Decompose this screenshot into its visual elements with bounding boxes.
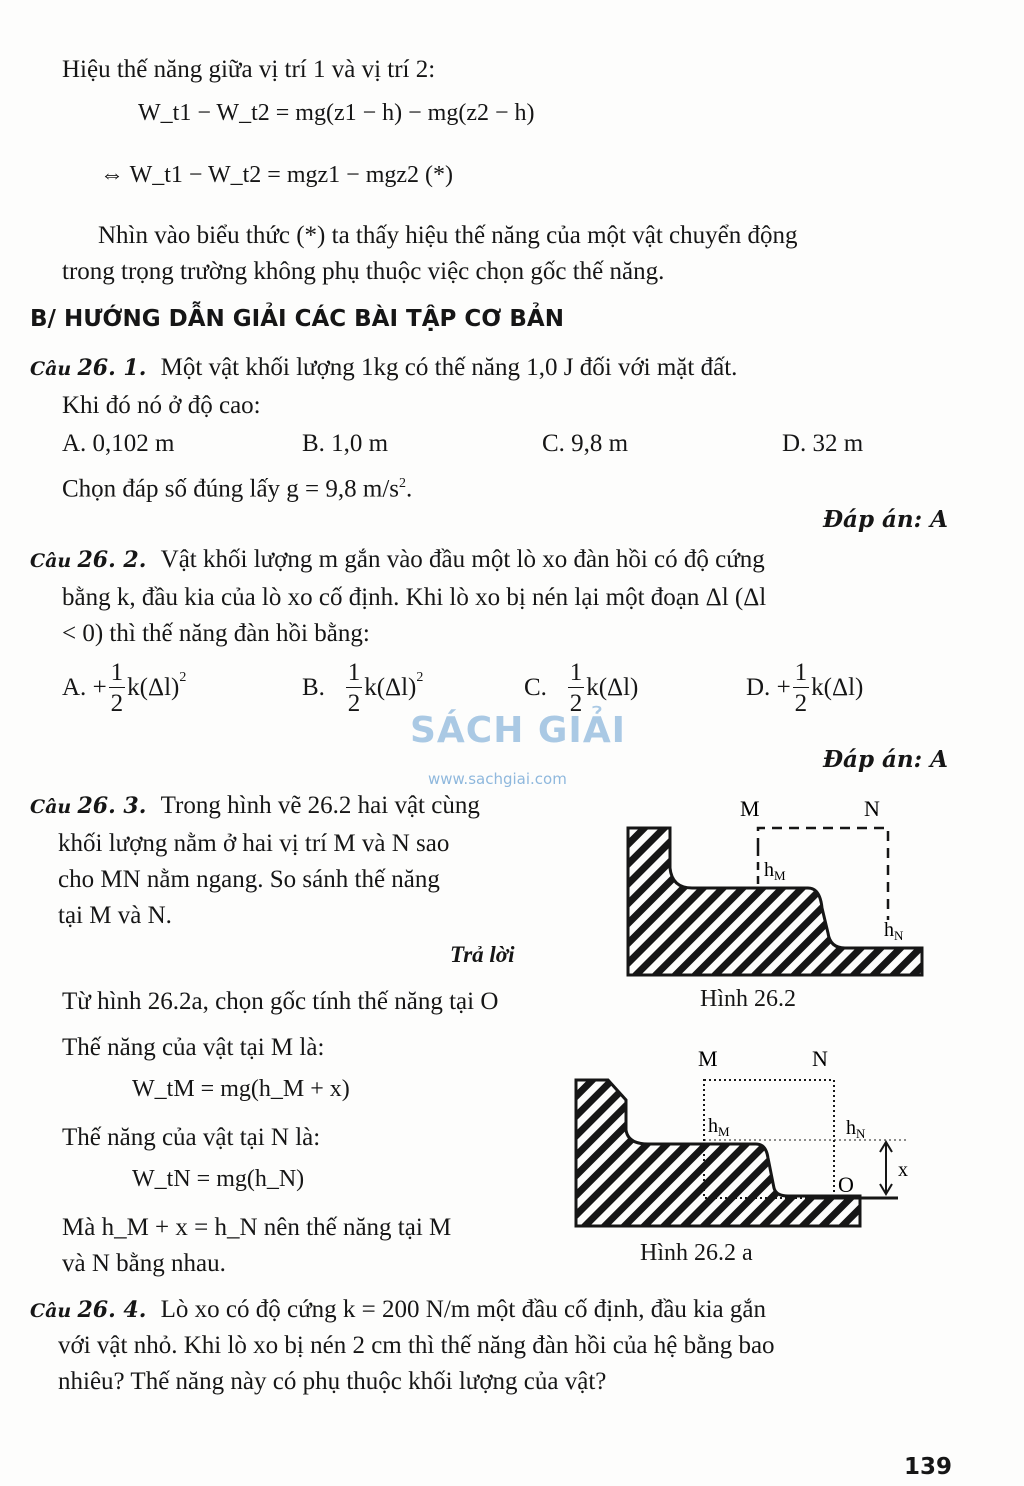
question-text: < 0) thì thế năng đàn hồi bằng: (62, 620, 370, 647)
label-x: x (898, 1159, 908, 1181)
question-text: Khi đó nó ở độ cao: (62, 392, 261, 419)
question-text: khối lượng nằm ở hai vị trí M và N sao (58, 830, 450, 857)
option-d: D. 32 m (782, 430, 864, 457)
option-c: C. $\frac{1}{2}$ k(Δl) (524, 659, 639, 717)
question-number: 26. 3. (77, 793, 147, 819)
question-text: Lò xo có độ cứng k = 200 N/m một đầu cố định, đầu kia gắn (160, 1296, 766, 1323)
equation-WtM: W_tM = mg(h_M + x) (132, 1076, 350, 1102)
caption-26-2a: Hình 26.2 a (640, 1240, 753, 1266)
question-26-2-title (30, 542, 765, 579)
question-text: Vật khối lượng m gắn vào đầu một lò xo đàn hồi có độ cứng (160, 546, 765, 573)
label-hN: $h_N$ (884, 919, 904, 943)
option-a: A. + $\frac{1}{2}$ k(Δl) $^2$ (62, 659, 187, 717)
answer-26-1: Đáp án: A (822, 506, 948, 533)
cau-label: Câu (30, 358, 72, 380)
question-text: cho MN nằm ngang. So sánh thế năng (58, 866, 440, 893)
label-hM: $h_M$ (764, 859, 786, 883)
question-number: 26. 4. (77, 1297, 147, 1323)
question-text: tại M và N. (58, 902, 172, 929)
label-hM: $h_M$ (708, 1115, 730, 1139)
intro-paragraph-line-1: Nhìn vào biểu thức (*) ta thấy hiệu thế năng của một vật chuyển động (98, 222, 798, 249)
label-M: M (698, 1046, 718, 1071)
terrain-shape (576, 1080, 860, 1226)
question-text: nhiêu? Thế năng này có phụ thuộc khối lượng của vật? (58, 1368, 607, 1395)
watermark-logo: SÁCH GIẢI (410, 710, 627, 751)
equation-WtN: W_tN = mg(h_N) (132, 1166, 305, 1192)
option-c: C. 9,8 m (542, 430, 629, 457)
question-note: Chọn đáp số đúng lấy g = 9,8 $m/s^2$. (62, 475, 413, 503)
option-b: B. 1,0 m (302, 430, 389, 457)
question-26-1-title (30, 350, 737, 387)
option-a: A. 0,102 m (62, 430, 175, 457)
solution-text: Thế năng của vật tại M là: (62, 1034, 325, 1061)
terrain-shape (628, 828, 922, 975)
option-d: D. + $\frac{1}{2}$ k(Δl) (746, 659, 864, 717)
intro-paragraph-line-2: trong trọng trường không phụ thuộc việc chọn gốc thế năng. (62, 258, 665, 285)
question-26-4-title (30, 1292, 766, 1329)
tra-loi-label: Trả lời (450, 942, 515, 967)
label-hN: $h_N$ (846, 1117, 866, 1141)
option-b: B. $\frac{1}{2}$ k(Δl) $^2$ (302, 659, 424, 717)
question-text: với vật nhỏ. Khi lò xo bị nén 2 cm thì thế năng đàn hồi của hệ bằng bao (58, 1332, 775, 1359)
caption-26-2: Hình 26.2 (700, 986, 796, 1012)
question-26-3-title (30, 788, 480, 825)
label-N: N (864, 796, 880, 821)
watermark-url: www.sachgiai.com (428, 770, 567, 788)
solution-text: Từ hình 26.2a, chọn gốc tính thế năng tại O (62, 988, 499, 1015)
page-number: 139 (904, 1454, 953, 1480)
question-number: 26. 2. (77, 547, 147, 573)
figure-26-2 (620, 788, 930, 988)
equation-2: ⇔ W_t1 − W_t2 = mgz1 − mgz2 (*) (100, 162, 454, 188)
solution-text: Thế năng của vật tại N là: (62, 1124, 321, 1151)
equation-1: W_t1 − W_t2 = mg(z1 − h) − mg(z2 − h) (138, 100, 535, 126)
cau-label: Câu (30, 550, 72, 572)
cau-label: Câu (30, 1300, 72, 1322)
solution-text: Mà h_M + x = h_N nên thế năng tại M (62, 1214, 452, 1241)
question-text: bằng k, đầu kia của lò xo cố định. Khi lò xo bị nén lại một đoạn Δl (Δl (62, 584, 767, 611)
figure-26-2a (568, 1040, 928, 1240)
label-O: O (838, 1172, 854, 1197)
section-heading: B/ HƯỚNG DẪN GIẢI CÁC BÀI TẬP CƠ BẢN (30, 306, 564, 332)
solution-text: và N bằng nhau. (62, 1250, 226, 1277)
cau-label: Câu (30, 796, 72, 818)
question-text: Trong hình vẽ 26.2 hai vật cùng (160, 792, 480, 819)
label-N: N (812, 1046, 828, 1071)
label-M: M (740, 796, 760, 821)
question-number: 26. 1. (77, 355, 147, 381)
question-text: Một vật khối lượng 1kg có thế năng 1,0 J đối với mặt đất. (160, 354, 738, 381)
intro-line: Hiệu thế năng giữa vị trí 1 và vị trí 2: (62, 56, 436, 83)
answer-26-2: Đáp án: A (822, 746, 948, 773)
